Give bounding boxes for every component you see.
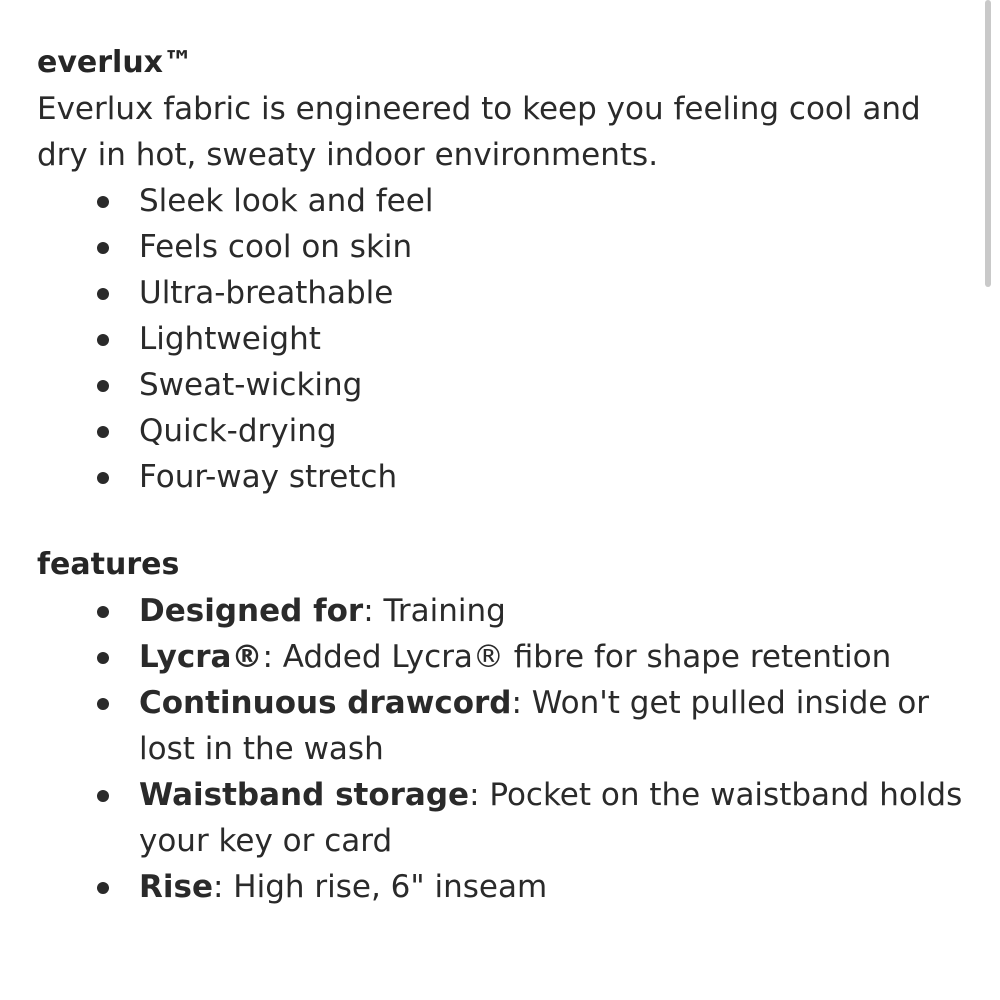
feature-item bbox=[139, 680, 977, 772]
feature-label: Continuous drawcord bbox=[139, 685, 512, 721]
list-item-text: Four-way stretch bbox=[139, 459, 398, 495]
feature-label: Waistband storage bbox=[139, 777, 470, 813]
list-item-text: Ultra-breathable bbox=[139, 275, 394, 311]
bullet-icon bbox=[97, 196, 109, 208]
list-item-text: Sweat-wicking bbox=[139, 367, 363, 403]
list-item-text: Lightweight bbox=[139, 321, 321, 357]
list-item-text: Feels cool on skin bbox=[139, 229, 413, 265]
list-item bbox=[139, 224, 977, 270]
list-item bbox=[139, 270, 977, 316]
features-heading: features bbox=[37, 547, 180, 582]
list-item-text: Quick-drying bbox=[139, 413, 337, 449]
list-item-text: Sleek look and feel bbox=[139, 183, 434, 219]
fabric-description: Everlux fabric is engineered to keep you feeling cool and dry in hot, sweaty indoor environments. bbox=[37, 91, 921, 173]
bullet-icon bbox=[97, 380, 109, 392]
feature-text: : High rise, 6" inseam bbox=[212, 869, 548, 905]
feature-item bbox=[139, 772, 977, 864]
section-spacer bbox=[37, 500, 977, 542]
list-item bbox=[139, 178, 977, 224]
list-item bbox=[139, 454, 977, 500]
bullet-icon bbox=[97, 242, 109, 254]
bullet-icon bbox=[97, 288, 109, 300]
feature-item bbox=[139, 634, 977, 680]
list-item bbox=[139, 316, 977, 362]
feature-label: Lycra® bbox=[139, 639, 263, 675]
bullet-icon bbox=[97, 606, 109, 618]
feature-label: Rise bbox=[139, 869, 213, 905]
feature-label: Designed for bbox=[139, 593, 364, 629]
feature-item bbox=[139, 864, 977, 910]
feature-text: : Training bbox=[363, 593, 506, 629]
features-list bbox=[37, 588, 977, 910]
bullet-icon bbox=[97, 334, 109, 346]
feature-text: : Added Lycra® fibre for shape retention bbox=[262, 639, 892, 675]
fabric-benefits-list bbox=[37, 178, 977, 500]
bullet-icon bbox=[97, 790, 109, 802]
scrollbar[interactable] bbox=[985, 0, 991, 287]
bullet-icon bbox=[97, 698, 109, 710]
fabric-heading: everlux™ bbox=[37, 45, 194, 80]
bullet-icon bbox=[97, 472, 109, 484]
list-item bbox=[139, 408, 977, 454]
bullet-icon bbox=[97, 652, 109, 664]
bullet-icon bbox=[97, 882, 109, 894]
feature-text: : Won't get pulled inside or lost in the wash bbox=[139, 685, 930, 767]
list-item bbox=[139, 362, 977, 408]
feature-text: : Pocket on the waistband holds your key or card bbox=[139, 777, 963, 859]
feature-item bbox=[139, 588, 977, 634]
product-details bbox=[37, 40, 977, 910]
bullet-icon bbox=[97, 426, 109, 438]
